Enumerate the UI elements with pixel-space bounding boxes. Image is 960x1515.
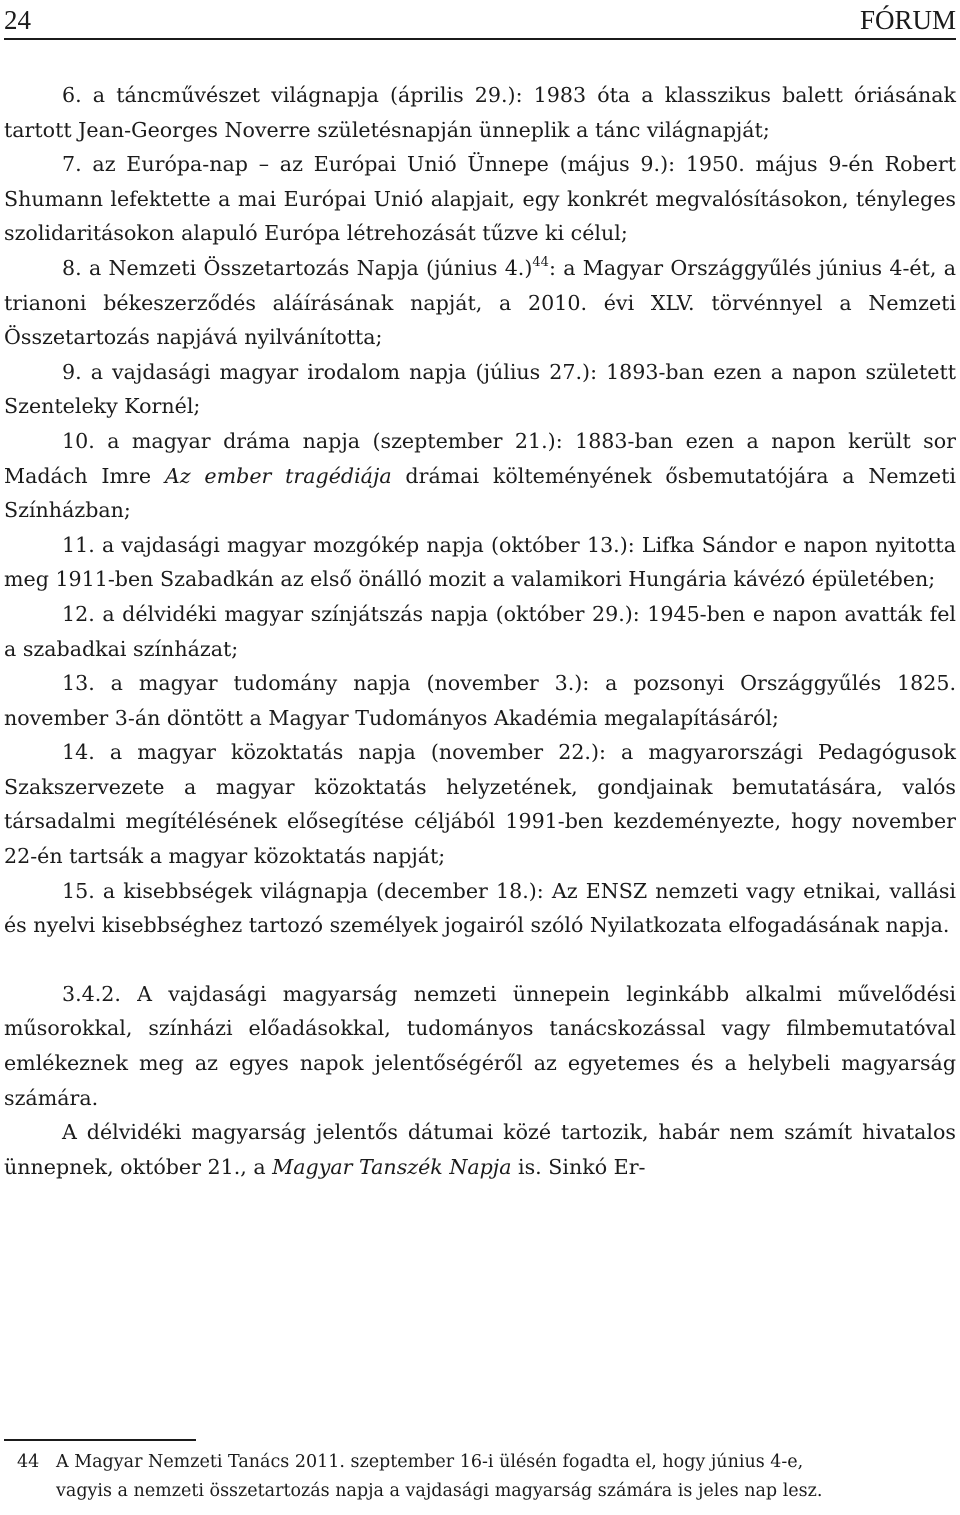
footnote-text-line-1: A Magyar Nemzeti Tanács 2011. szeptember 16-i ülésén fogadta el, hogy június 4-e, bbox=[56, 1452, 804, 1472]
body-text bbox=[4, 78, 956, 1184]
list-item-15: 15. a kisebbségek világnapja (december 18.): Az ENSZ nemzeti vagy etnikai, vallási és nyelvi kisebbséghez tartozó személyek jogairól szóló Nyilatkozata elfogadásának napja. bbox=[4, 878, 956, 938]
footnote-divider bbox=[4, 1439, 196, 1441]
footnote-reference[interactable]: 44 bbox=[532, 254, 549, 270]
running-header bbox=[4, 0, 956, 40]
page-number: 24 bbox=[4, 5, 31, 35]
list-item-6: 6. a táncművészet világnapja (április 29.): 1983 óta a klasszikus balett óriásának tartott Jean-Georges Noverre születésnapján ünneplik a tánc világnapját; bbox=[4, 83, 956, 142]
list-item-8: 8. a Nemzeti Összetartozás Napja (június 4.)$^{44}$: a Magyar Országgyűlés június 4-ét, a trianoni békeszerződés aláírásának napját, a 2010. évi XLV. törvénnyel a Nemzeti Összetartozás napjává nyilvánította; bbox=[4, 254, 956, 350]
journal-title: FÓRUM bbox=[859, 5, 956, 35]
list-item-13: 13. a magyar tudomány napja (november 3.): a pozsonyi Országgyűlés 1825. november 3-án döntött a Magyar Tudományos Akadémia megalapításáról; bbox=[4, 671, 956, 730]
footnote-text-line-2: vagyis a nemzeti összetartozás napja a vajdasági magyarság számára is jeles nap lesz. bbox=[56, 1481, 823, 1501]
section-paragraph-3-4-2: 3.4.2. A vajdasági magyarság nemzeti ünnepein leginkább alkalmi művelődési műsorokkal, színházi előadásokkal, tudományos tanácskozással vagy filmbemutatóval emlékeznek meg az egyes napok jelentőségéről az egyetemes és a helybeli magyarság számára. bbox=[4, 981, 956, 1110]
list-item-7: 7. az Európa-nap – az Európai Unió Ünnepe (május 9.): 1950. május 9-én Robert Shumann lefektette a mai Európai Unió alapjait, egy konkrét megvalósításokon, tényleges szolidaritásokon alapuló Európa létrehozását tűzve ki célul; bbox=[4, 152, 956, 246]
list-item-9: 9. a vajdasági magyar irodalom napja (július 27.): 1893-ban ezen a napon született Szenteleky Kornél; bbox=[4, 359, 956, 419]
list-item-14: 14. a magyar közoktatás napja (november 22.): a magyarországi Pedagógusok Szakszervezete a magyar közoktatás helyzetének, gondjainak bemutatására, valós társadalmi megítélésének elősegítése céljából 1991-ben kezdeményezte, hogy november 22-én tartsák a magyar közoktatás napját; bbox=[4, 740, 956, 869]
list-item-11: 11. a vajdasági magyar mozgókép napja (október 13.): Lifka Sándor e napon nyitotta meg 1911-ben Szabadkán az első önálló mozit a valamikori Hungária kávézó épületében; bbox=[4, 532, 956, 592]
footnote-number: 44 bbox=[17, 1452, 40, 1472]
footnote bbox=[4, 1448, 954, 1506]
list-item-10: 10. a magyar dráma napja (szeptember 21.): 1883-ban ezen a napon került sor Madách Imre Az ember tragédiája drámai költeményének ősbemutatójára a Nemzeti Színházban; bbox=[4, 428, 956, 523]
event-name-italic: Magyar Tanszék Napja bbox=[272, 1154, 512, 1179]
list-item-12: 12. a délvidéki magyar színjátszás napja (október 29.): 1945-ben e napon avatták fel a szabadkai színházat; bbox=[4, 601, 956, 661]
work-title-italic: Az ember tragédiája bbox=[164, 463, 392, 488]
section-paragraph-continued: A délvidéki magyarság jelentős dátumai közé tartozik, habár nem számít hivatalos ünnepnek, október 21., a Magyar Tanszék Napja is. Sinkó Er- bbox=[4, 1120, 956, 1179]
